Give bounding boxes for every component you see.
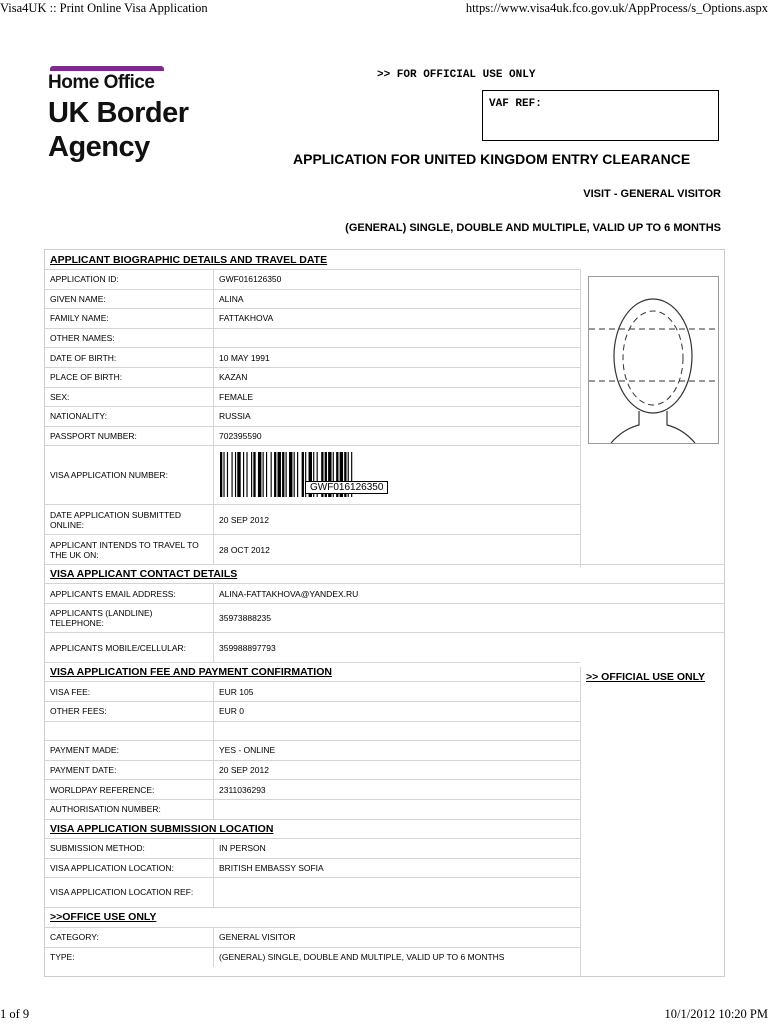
page-title: APPLICATION FOR UNITED KINGDOM ENTRY CLEARANCE [293, 151, 691, 167]
field-value: 20 SEP 2012 [219, 514, 269, 525]
logo-home-office: Home Office [48, 72, 155, 93]
field-label: GIVEN NAME: [50, 293, 106, 304]
bio-row [45, 426, 580, 446]
field-label: VISA FEE: [50, 686, 91, 697]
bio-row [45, 328, 580, 348]
column-divider [213, 702, 214, 721]
photo-cell [580, 269, 725, 567]
field-label: APPLICANTS MOBILE/CELLULAR: [50, 642, 187, 653]
field-label: PAYMENT DATE: [50, 765, 117, 776]
bio-row [45, 308, 580, 328]
field-value: GENERAL VISITOR [219, 932, 296, 943]
logo-uk-border: UK Border [48, 97, 189, 129]
browser-title: Visa4UK :: Print Online Visa Application [0, 1, 208, 15]
field-label: APPLICANTS EMAIL ADDRESS: [50, 588, 176, 599]
column-divider [213, 290, 214, 309]
field-value: FEMALE [219, 391, 254, 402]
barcode-bar [282, 452, 284, 497]
column-divider [213, 407, 214, 426]
official-use-cell [580, 667, 725, 977]
column-divider [213, 800, 214, 819]
bio-row [45, 289, 580, 309]
barcode-bar [246, 452, 247, 497]
field-label: DATE OF BIRTH: [50, 352, 117, 363]
fee-row [45, 701, 580, 721]
field-label: TYPE: [50, 952, 75, 963]
contact-row [45, 583, 725, 603]
fee-row [45, 721, 580, 741]
barcode-bar [232, 452, 233, 497]
section-biographic: APPLICANT BIOGRAPHIC DETAILS AND TRAVEL DATE [50, 253, 328, 266]
photo-placeholder [588, 276, 719, 444]
field-label: SEX: [50, 391, 70, 402]
barcode-bar [286, 452, 287, 497]
submission-row [45, 858, 580, 877]
fee-row [45, 779, 580, 799]
barcode-bar [253, 452, 255, 497]
column-divider [213, 446, 214, 504]
home-office-logo [48, 66, 208, 162]
column-divider [213, 722, 214, 741]
column-divider [213, 604, 214, 632]
vaf-ref-box [482, 90, 719, 141]
barcode-bar [302, 452, 304, 497]
column-divider [213, 928, 214, 947]
column-divider [213, 388, 214, 407]
submission-row [45, 838, 580, 858]
logo-agency: Agency [48, 131, 150, 163]
office-row [45, 947, 580, 967]
section-office: >>OFFICE USE ONLY [45, 907, 580, 927]
section-submission: VISA APPLICATION SUBMISSION LOCATION [45, 819, 580, 838]
barcode-bar [271, 452, 272, 497]
field-label: WORLDPAY REFERENCE: [50, 784, 155, 795]
submitted-row [45, 504, 580, 534]
bio-row [45, 347, 580, 367]
field-label: PLACE OF BIRTH: [50, 372, 123, 383]
column-divider [213, 535, 214, 564]
column-divider [213, 633, 214, 662]
bio-row [45, 367, 580, 387]
field-value: KAZAN [219, 372, 248, 383]
column-divider [213, 368, 214, 387]
application-form [44, 249, 725, 977]
column-divider [213, 780, 214, 799]
office-row [45, 927, 580, 947]
field-label: APPLICANTS (LANDLINE) TELEPHONE: [50, 608, 153, 629]
barcode-bar [258, 452, 261, 497]
field-value: EUR 105 [219, 686, 254, 697]
visa-category: VISIT - GENERAL VISITOR [583, 188, 721, 200]
column-divider [213, 427, 214, 446]
field-label: VISA APPLICATION LOCATION: [50, 862, 174, 873]
column-divider [213, 309, 214, 328]
barcode-bar [263, 452, 264, 497]
field-value: 35973888235 [219, 613, 272, 624]
column-divider [213, 948, 214, 967]
field-value: YES - ONLINE [219, 745, 276, 756]
field-value: RUSSIA [219, 411, 251, 422]
fee-row [45, 740, 580, 760]
official-use-heading: >> FOR OFFICIAL USE ONLY [377, 69, 536, 81]
bio-row [45, 387, 580, 407]
field-value: ALINA-FATTAKHOVA@YANDEX.RU [219, 588, 359, 599]
field-label: VISA APPLICATION NUMBER: [50, 470, 168, 481]
barcode-bar [278, 452, 281, 497]
field-value: ALINA [219, 293, 244, 304]
field-label: OTHER FEES: [50, 706, 107, 717]
contact-row [45, 632, 725, 662]
field-value: 20 SEP 2012 [219, 765, 269, 776]
field-label: PASSPORT NUMBER: [50, 431, 137, 442]
column-divider [213, 584, 214, 603]
bio-row [45, 269, 580, 289]
barcode-text: GWF016126350 [305, 481, 388, 494]
field-value: 359988897793 [219, 642, 276, 653]
barcode-bar [266, 452, 267, 497]
field-label: CATEGORY: [50, 932, 99, 943]
field-label: DATE APPLICATION SUBMITTED ONLINE: [50, 509, 181, 530]
field-label: VISA APPLICATION LOCATION REF: [50, 887, 194, 898]
column-divider [213, 682, 214, 701]
barcode-bar [274, 452, 276, 497]
vaf-ref-label: VAF REF: [489, 98, 542, 110]
field-label: AUTHORISATION NUMBER: [50, 804, 161, 815]
barcode-bar [220, 452, 222, 497]
field-value: 702395590 [219, 431, 262, 442]
barcode-bar [237, 452, 240, 497]
fee-row [45, 760, 580, 780]
field-value: FATTAKHOVA [219, 313, 274, 324]
column-divider [213, 741, 214, 760]
barcode-bar [289, 452, 292, 497]
contact-row [45, 603, 725, 632]
browser-url: https://www.visa4uk.fco.gov.uk/AppProcess/s_Options.aspx [465, 1, 768, 15]
barcode-bar [251, 452, 252, 497]
barcode [220, 452, 465, 497]
column-divider [213, 859, 214, 877]
barcode-bar [294, 452, 295, 497]
intends-row [45, 534, 580, 564]
column-divider [213, 839, 214, 858]
print-datetime: 10/1/2012 10:20 PM [664, 1007, 768, 1021]
column-divider [213, 329, 214, 348]
page-number: 1 of 9 [0, 1007, 30, 1021]
undefined [45, 445, 580, 504]
column-divider [213, 505, 214, 534]
field-label: FAMILY NAME: [50, 313, 109, 324]
field-value: 10 MAY 1991 [219, 352, 270, 363]
field-value: 2311036293 [219, 784, 266, 795]
submission-row [45, 877, 580, 907]
field-label: OTHER NAMES: [50, 333, 115, 344]
field-label: APPLICANT INTENDS TO TRAVEL TO THE UK ON: [50, 539, 199, 560]
barcode-bar [243, 452, 244, 497]
field-label: NATIONALITY: [50, 411, 107, 422]
fee-row [45, 799, 580, 819]
barcode-bar [297, 452, 298, 497]
visa-type: (GENERAL) SINGLE, DOUBLE AND MULTIPLE, VALID UP TO 6 MONTHS [345, 222, 721, 234]
barcode-bar [235, 452, 236, 497]
field-value: IN PERSON [219, 843, 266, 854]
logo-accent-bar [50, 66, 164, 71]
field-value: 28 OCT 2012 [219, 544, 270, 555]
official-use-only-heading: >> OFFICIAL USE ONLY [586, 670, 706, 683]
column-divider [213, 348, 214, 367]
column-divider [213, 270, 214, 289]
field-value: GWF016126350 [219, 274, 282, 285]
field-label: SUBMISSION METHOD: [50, 843, 145, 854]
field-value: EUR 0 [219, 706, 245, 717]
bio-row [45, 406, 580, 426]
fee-row [45, 681, 580, 701]
field-value: BRITISH EMBASSY SOFIA [219, 862, 324, 873]
section-contact: VISA APPLICANT CONTACT DETAILS [45, 564, 725, 583]
barcode-bar [227, 452, 228, 497]
section-fee: VISA APPLICATION FEE AND PAYMENT CONFIRMATION [45, 662, 580, 681]
field-label: APPLICATION ID: [50, 274, 119, 285]
field-value: (GENERAL) SINGLE, DOUBLE AND MULTIPLE, VALID UP TO 6 MONTHS [219, 952, 505, 963]
face-outline-icon [589, 277, 718, 443]
column-divider [213, 761, 214, 780]
barcode-bar [223, 452, 224, 497]
field-label: PAYMENT MADE: [50, 745, 119, 756]
column-divider [213, 878, 214, 907]
